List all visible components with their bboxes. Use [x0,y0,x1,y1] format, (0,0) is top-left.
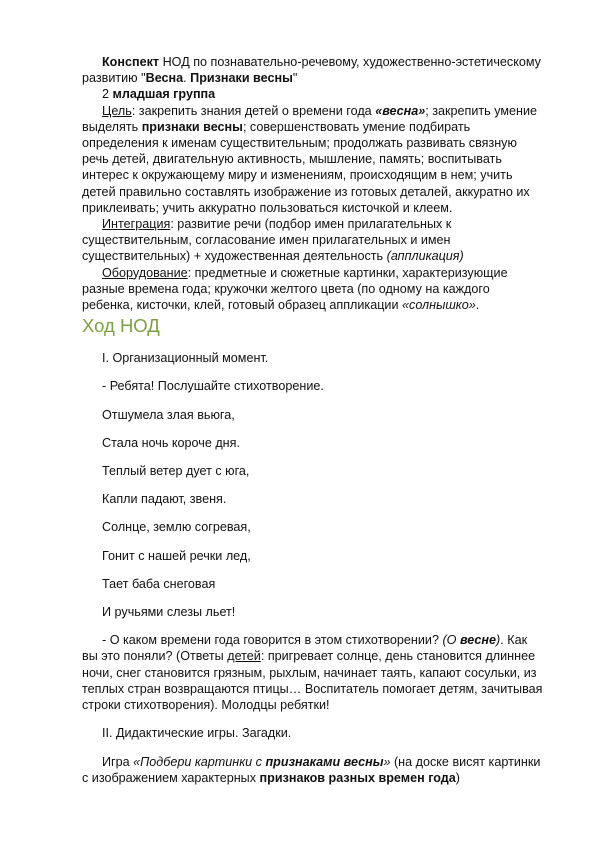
group-line [82,86,544,102]
konspekt-text: НОД по познавательно-речевому, художественно-эстетическому развитию " [82,55,541,86]
equipment-paragraph [82,265,544,314]
didactic-heading: II. Дидактические игры. Загадки. [102,726,292,741]
game-text: (на доске висят картинки с изображением характерных [82,754,541,785]
poem-line: Тает баба снеговая [102,576,216,591]
topic-separator: . [183,71,191,86]
question-text-3: : пригревает солнце, день становится длиннее ночи, снег становится грязным, рыхлым, начинает таять, капают сосульки, из теплых стран возвращаются птицы… Воспитатель помогает детям, зачитывая строки стихотворения). Молодцы ребятки! [82,649,543,713]
listen-line: - Ребята! Послушайте стихотворение. [102,379,324,394]
goal-spring-word: «весна» [375,103,426,118]
konspekt-label: Конспект [102,55,160,69]
game-paragraph [82,754,544,786]
intro-paragraph [82,54,544,86]
poem-line: И ручьями слезы льет! [102,605,236,620]
goal-text-1: : закрепить знания детей о времени года [131,103,376,118]
poem [82,395,544,621]
poem-line: Теплый ветер дует с юга, [102,464,250,479]
integration-text: : развитие речи (подбор имен прилагательных к существительным, согласование имен прилагательных и имен существительных) + художественная деятельность [82,217,452,264]
answer-close: ) [496,633,501,648]
goal-text-2: ; закрепить умение выделять [82,103,538,134]
children-word: детей [227,649,261,664]
question-text-1: - О каком времени года говорится в этом стихотворении? [102,633,443,648]
goal-text-3: ; совершенствовать умение подбирать определения к именам существительным; продолжать развивать связную речь детей, двигательную активность, мышление, память; воспитывать интерес к окружающему миру и изменениям, происходящим в нем; учить детей правильно составлять изображение из готовых деталей, аккуратно их приклеивать; учить аккуратно пользоваться кисточкой и клеем. [82,119,530,215]
goal-label: Цель [102,103,132,118]
answer-open: (О [442,633,460,648]
question-paragraph [82,632,544,713]
game-prefix: Игра [102,754,134,769]
section-heading: Ход НОД [82,315,160,337]
game-name-bold: признаками весны [265,754,384,769]
game-bold: признаков разных времен года [259,770,456,785]
topic-end-quote: " [292,71,298,86]
game-end: ) [455,770,460,785]
game-name-2: » [383,754,391,769]
document-page [82,54,544,786]
integration-applique: (аппликация) [386,249,464,264]
goal-signs-word: признаки весны [141,119,243,134]
answer-spring: весне [459,633,497,648]
equipment-end: . [475,298,480,313]
poem-line: Отшумела злая вьюга, [102,407,235,422]
poem-line: Капли падают, звеня. [102,492,227,507]
question-text-2: . Как вы это поняли? (Ответы [82,633,528,664]
equipment-label: Оборудование [102,265,188,280]
topic-signs: Признаки весны [190,71,293,86]
org-moment: I. Организационный момент. [102,351,269,366]
poem-line: Стала ночь короче дня. [102,435,240,450]
game-name-1: «Подбери картинки с [133,754,266,769]
equipment-text: : предметные и сюжетные картинки, характеризующие разные времена года; кружочки желтого цвета (по одному на каждого ребенка, кисточки, клей, готовый образец аппликации [82,265,508,313]
goal-paragraph [82,103,544,216]
integration-paragraph [82,216,544,265]
group-label: младшая группа [112,87,216,102]
group-number: 2 [102,87,113,102]
integration-label: Интеграция [102,217,171,232]
poem-line: Гонит с нашей речки лед, [102,548,251,563]
topic-spring: Весна [145,71,184,86]
equipment-sun: «солнышко» [402,298,476,313]
poem-line: Солнце, землю согревая, [102,520,251,535]
